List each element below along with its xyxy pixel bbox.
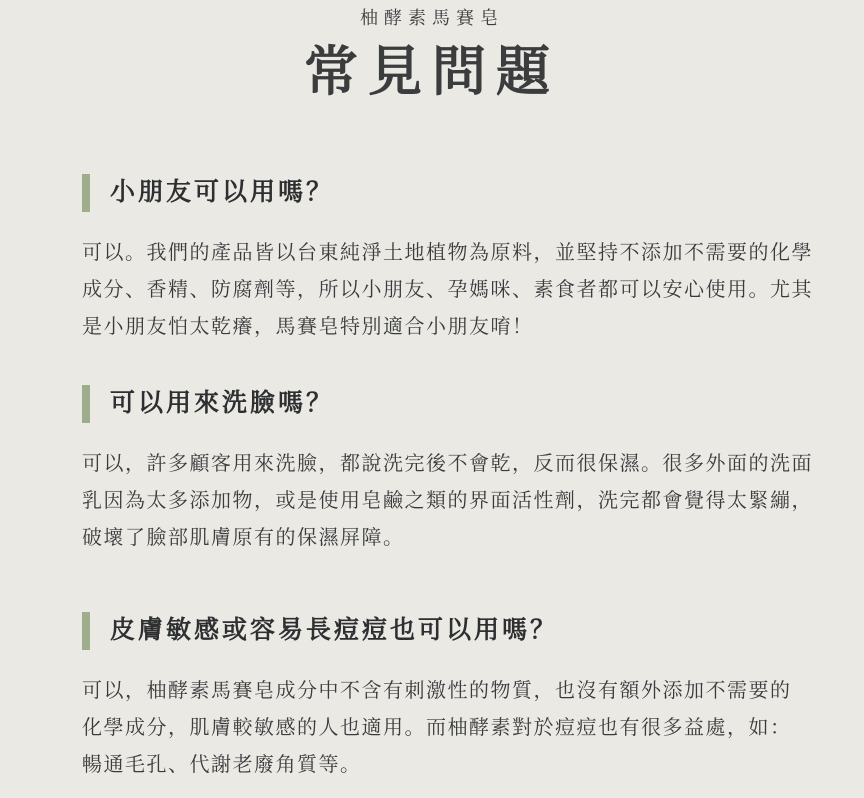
faq-question: 可以用來洗臉嗎？ (110, 388, 335, 417)
accent-bar (82, 385, 90, 423)
faq-question-row (82, 172, 832, 212)
faq-item (82, 383, 832, 556)
faq-question: 小朋友可以用嗎？ (110, 177, 335, 206)
faq-answer: 可以，柚酵素馬賽皂成分中不含有刺激性的物質，也沒有額外添加不需要的化學成分，肌膚較敏感的人也適用。而柚酵素對於痘痘也有很多益處，如：暢通毛孔、代謝老廢角質等。 (82, 678, 792, 776)
accent-bar (82, 174, 90, 212)
page-title: 常見問題 (304, 39, 560, 103)
faq-answer: 可以，許多顧客用來洗臉，都說洗完後不會乾，反而很保濕。很多外面的洗面乳因為太多添加物，或是使用皂鹼之類的界面活性劑，洗完都會覺得太緊繃，破壞了臉部肌膚原有的保濕屏障。 (82, 451, 813, 549)
accent-bar (82, 612, 90, 650)
faq-question-row (82, 383, 832, 423)
faq-item (82, 172, 832, 345)
faq-question-row (82, 610, 832, 650)
faq-question: 皮膚敏感或容易長痘痘也可以用嗎？ (110, 615, 559, 644)
faq-item (82, 610, 832, 783)
faq-answer: 可以。我們的產品皆以台東純淨土地植物為原料，並堅持不添加不需要的化學成分、香精、防腐劑等，所以小朋友、孕媽咪、素食者都可以安心使用。尤其是小朋友怕太乾癢，馬賽皂特別適合小朋友唷！ (82, 240, 813, 338)
brand-name: 柚酵素馬賽皂 (360, 8, 504, 29)
